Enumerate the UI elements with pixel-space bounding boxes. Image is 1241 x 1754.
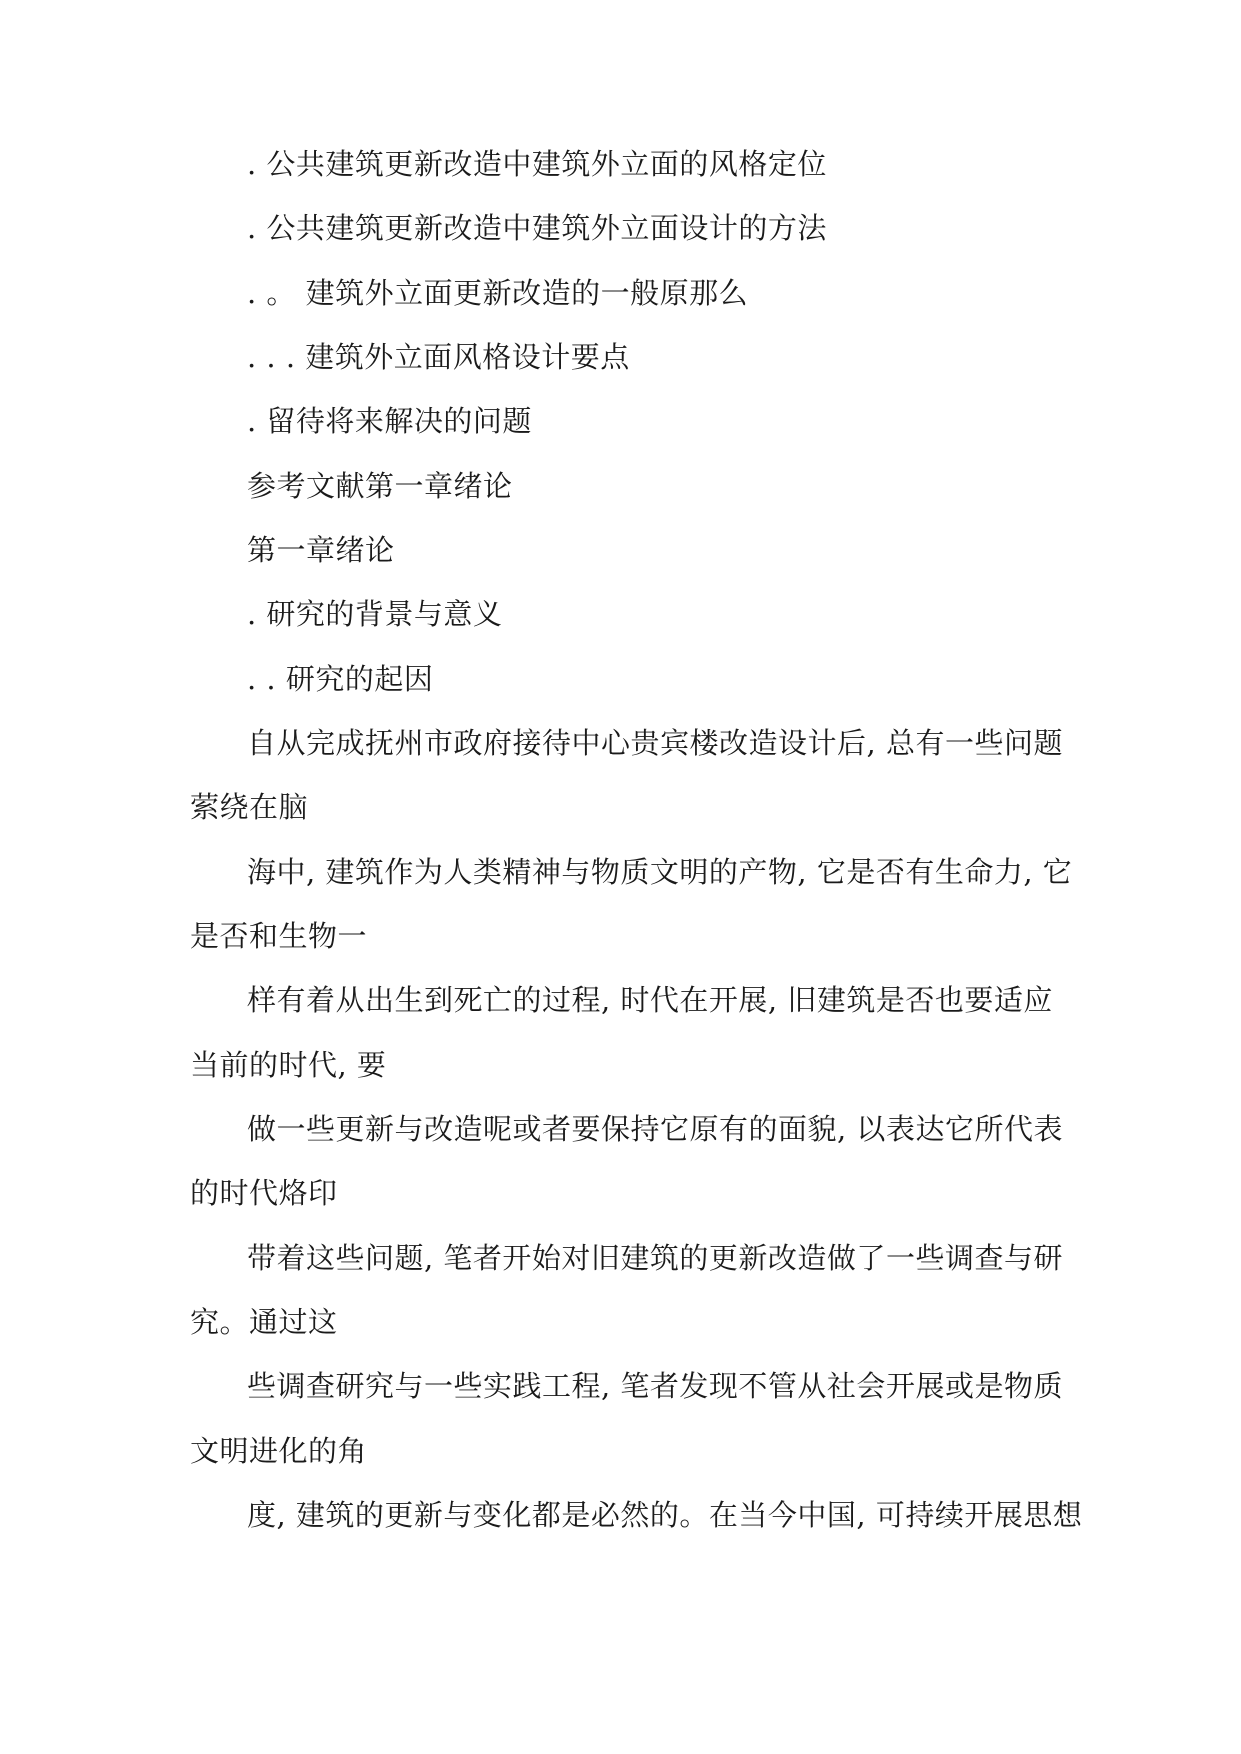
body-line: 的时代烙印 — [190, 1176, 338, 1210]
subsection-heading: . . 研究的起因 — [247, 662, 434, 696]
chapter-heading: 第一章绪论 — [247, 533, 395, 567]
toc-item: . 公共建筑更新改造中建筑外立面的风格定位 — [247, 147, 827, 181]
body-line: 文明进化的角 — [190, 1434, 368, 1468]
toc-item: . 。 建筑外立面更新改造的一般原那么 — [247, 276, 749, 310]
body-line: 萦绕在脑 — [190, 790, 309, 824]
toc-item: . 公共建筑更新改造中建筑外立面设计的方法 — [247, 211, 827, 245]
body-line: 带着这些问题, 笔者开始对旧建筑的更新改造做了一些调查与研 — [247, 1241, 1063, 1275]
body-line: 些调查研究与一些实践工程, 笔者发现不管从社会开展或是物质 — [247, 1369, 1063, 1403]
toc-item: 参考文献第一章绪论 — [247, 469, 513, 503]
body-line: 海中, 建筑作为人类精神与物质文明的产物, 它是否有生命力, 它 — [247, 855, 1073, 889]
body-line: 自从完成抚州市政府接待中心贵宾楼改造设计后, 总有一些问题 — [247, 726, 1063, 760]
toc-item: . 留待将来解决的问题 — [247, 404, 532, 438]
toc-item: . . . 建筑外立面风格设计要点 — [247, 340, 630, 374]
body-line: 样有着从出生到死亡的过程, 时代在开展, 旧建筑是否也要适应 — [247, 983, 1053, 1017]
section-heading: . 研究的背景与意义 — [247, 597, 503, 631]
body-line: 度, 建筑的更新与变化都是必然的。在当今中国, 可持续开展思想 — [247, 1498, 1083, 1532]
body-line: 是否和生物一 — [190, 919, 368, 953]
body-line: 究。通过这 — [190, 1305, 338, 1339]
body-line: 做一些更新与改造呢或者要保持它原有的面貌, 以表达它所代表 — [247, 1112, 1063, 1146]
body-line: 当前的时代, 要 — [190, 1048, 387, 1082]
